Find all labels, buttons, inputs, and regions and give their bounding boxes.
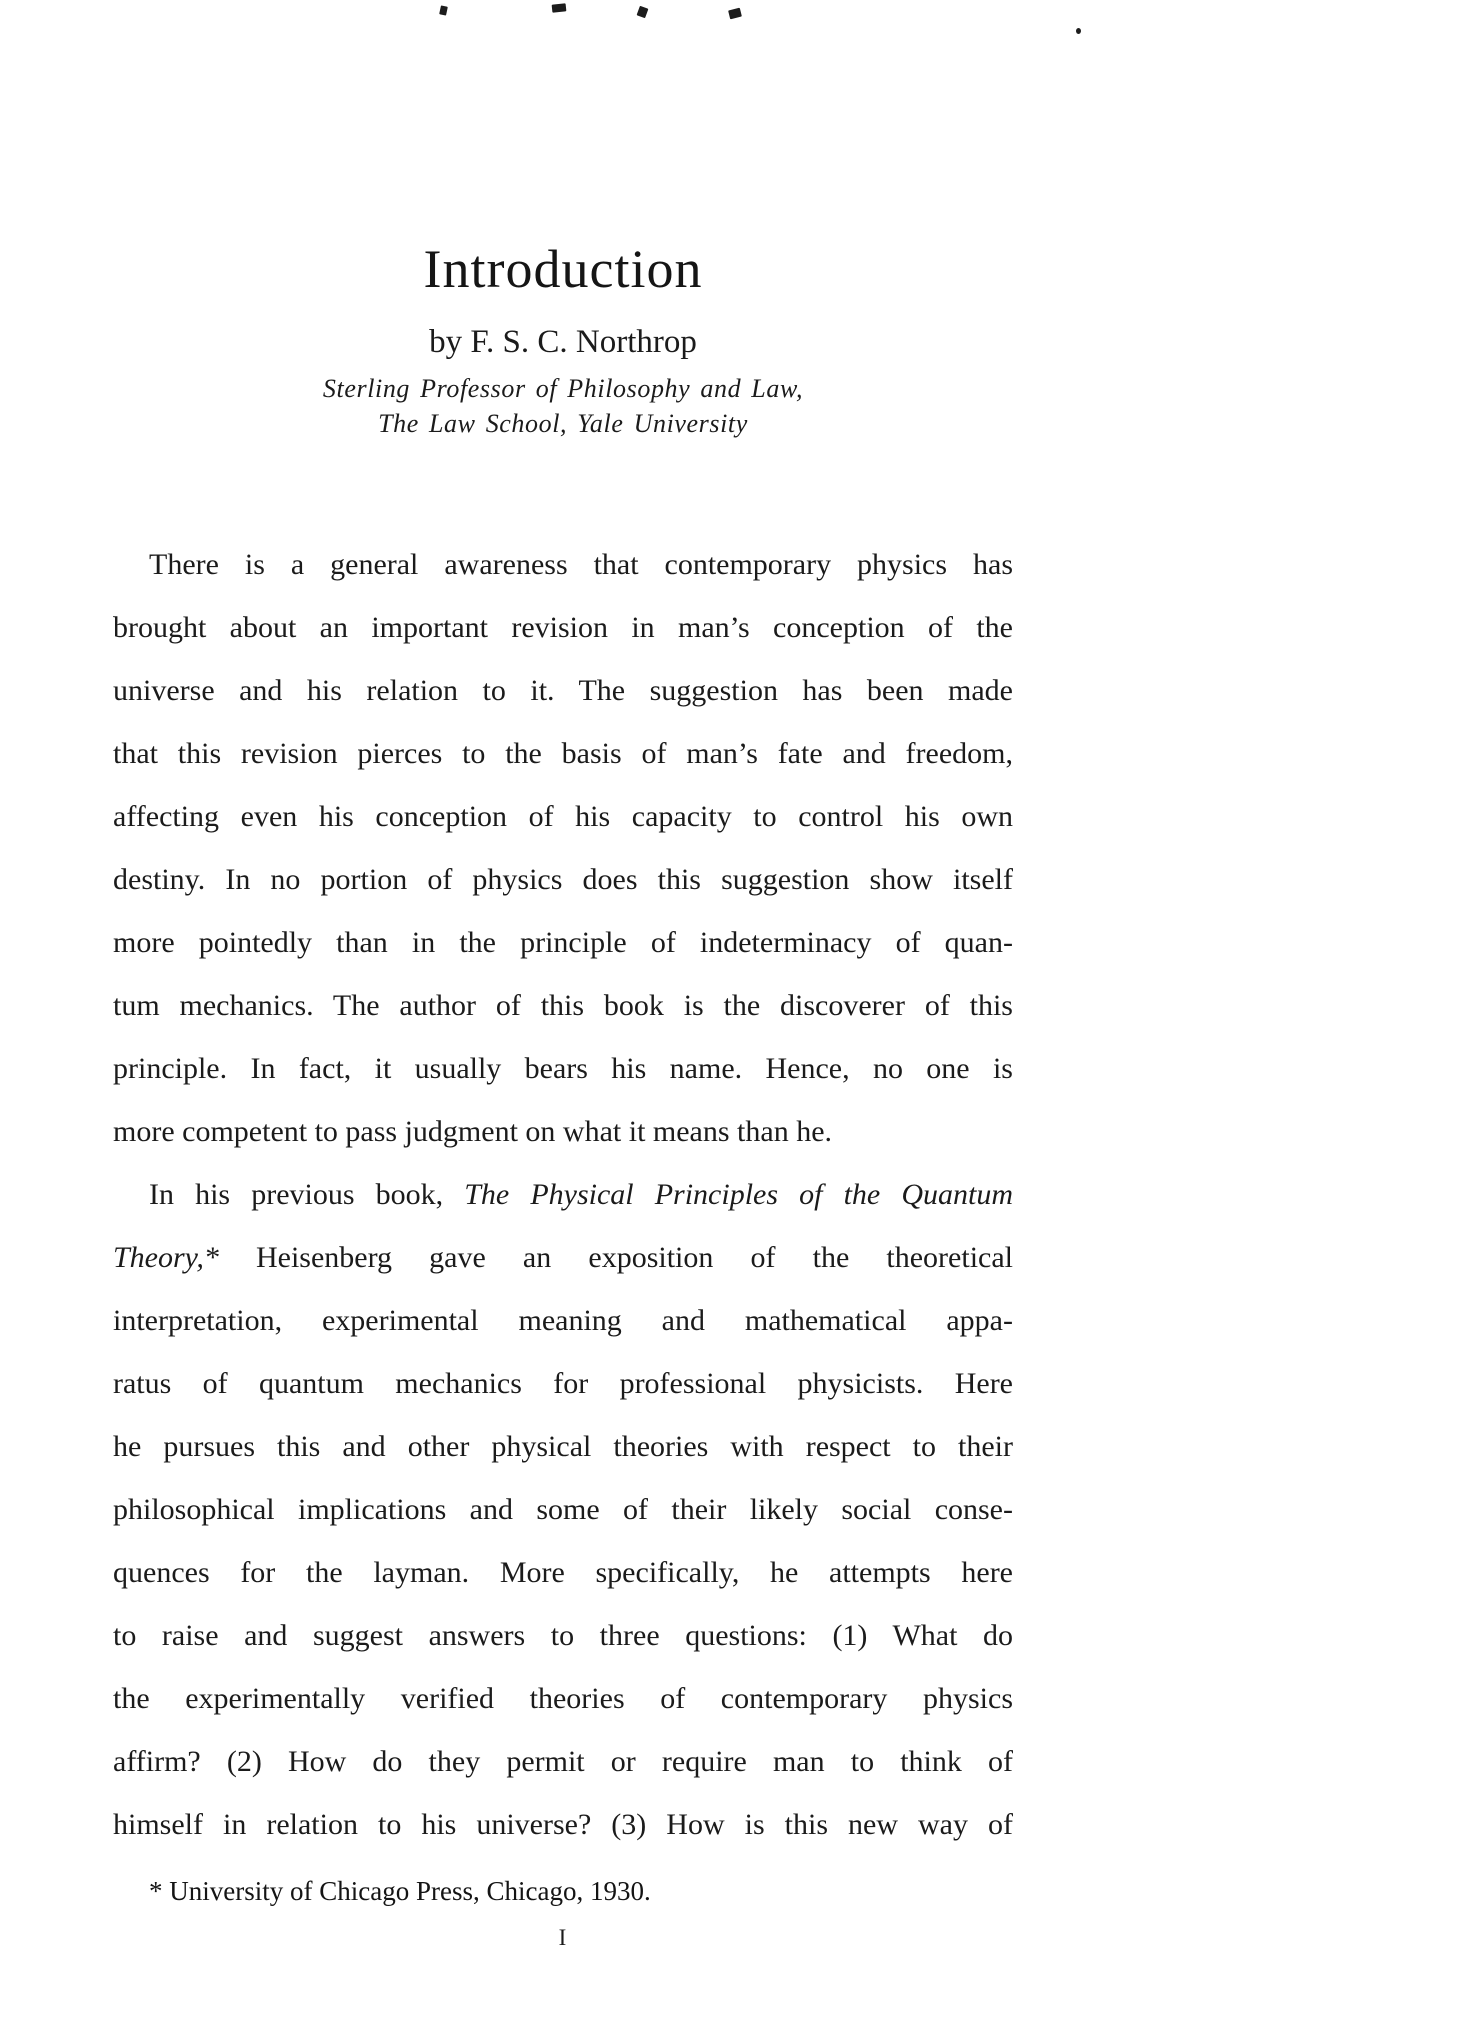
text-segment: himself in relation to his universe? (3) How is this new way of bbox=[113, 1808, 1013, 1841]
text-line bbox=[113, 848, 1013, 911]
text-segment: interpretation, experimental meaning and mathematical appa- bbox=[113, 1304, 1013, 1337]
text-line bbox=[113, 1226, 1013, 1289]
chapter-title: Introduction bbox=[423, 239, 703, 299]
text-line bbox=[113, 1352, 1013, 1415]
text-segment: that this revision pierces to the basis of man’s fate and freedom, bbox=[113, 737, 1013, 770]
text-segment: In his previous book, bbox=[149, 1178, 465, 1211]
page-number: I bbox=[558, 1925, 568, 1950]
italic-text-segment: The Physical Principles of the Quantum bbox=[464, 1178, 1013, 1211]
paragraph bbox=[113, 533, 1013, 1163]
text-segment: Heisenberg gave an exposition of the theoretical bbox=[218, 1241, 1013, 1274]
text-segment: ratus of quantum mechanics for professional physicists. Here bbox=[113, 1367, 1013, 1400]
text-line bbox=[113, 596, 1013, 659]
italic-text-segment: Theory,* bbox=[113, 1241, 219, 1274]
text-segment: tum mechanics. The author of this book is the discoverer of this bbox=[113, 989, 1013, 1022]
text-line bbox=[113, 1100, 1013, 1163]
text-segment: more pointedly than in the principle of indeterminacy of quan- bbox=[113, 926, 1013, 959]
text-segment: philosophical implications and some of their likely social conse- bbox=[113, 1493, 1013, 1526]
text-segment: to raise and suggest answers to three questions: (1) What do bbox=[113, 1619, 1013, 1652]
text-line bbox=[113, 1289, 1013, 1352]
text-segment: brought about an important revision in man’s conception of the bbox=[113, 611, 1013, 644]
author-credit-line-2: The Law School, Yale University bbox=[378, 409, 748, 438]
body-text bbox=[113, 533, 1013, 1856]
author-credit bbox=[113, 371, 1013, 441]
scan-artifact-speck bbox=[1076, 28, 1081, 34]
text-segment: quences for the layman. More specifically, he attempts here bbox=[113, 1556, 1013, 1589]
text-line bbox=[113, 1793, 1013, 1856]
byline: by F. S. C. Northrop bbox=[429, 324, 697, 360]
text-line bbox=[113, 785, 1013, 848]
text-line bbox=[113, 722, 1013, 785]
footnote: * University of Chicago Press, Chicago, 1930. bbox=[149, 1876, 651, 1906]
text-segment: affirm? (2) How do they permit or require man to think of bbox=[113, 1745, 1013, 1778]
text-line bbox=[113, 1604, 1013, 1667]
text-line bbox=[113, 974, 1013, 1037]
text-line bbox=[113, 1415, 1013, 1478]
text-segment: There is a general awareness that contemporary physics has bbox=[149, 548, 1013, 581]
paragraph bbox=[113, 1163, 1013, 1856]
text-line bbox=[113, 1037, 1013, 1100]
text-segment: affecting even his conception of his capacity to control his own bbox=[113, 800, 1013, 833]
text-line bbox=[113, 1163, 1013, 1226]
text-column bbox=[113, 0, 1013, 1951]
text-line bbox=[113, 911, 1013, 974]
text-line bbox=[113, 1667, 1013, 1730]
author-credit-line-1: Sterling Professor of Philosophy and Law, bbox=[322, 374, 804, 403]
text-segment: universe and his relation to it. The suggestion has been made bbox=[113, 674, 1013, 707]
text-line bbox=[113, 533, 1013, 596]
text-segment: principle. In fact, it usually bears his name. Hence, no one is bbox=[113, 1052, 1013, 1085]
text-segment: destiny. In no portion of physics does this suggestion show itself bbox=[113, 863, 1013, 896]
text-line bbox=[113, 1478, 1013, 1541]
text-segment: the experimentally verified theories of contemporary physics bbox=[113, 1682, 1013, 1715]
text-segment: he pursues this and other physical theories with respect to their bbox=[113, 1430, 1013, 1463]
text-segment: more competent to pass judgment on what it means than he. bbox=[113, 1115, 833, 1148]
text-line bbox=[113, 1541, 1013, 1604]
text-line bbox=[113, 659, 1013, 722]
text-line bbox=[113, 1730, 1013, 1793]
